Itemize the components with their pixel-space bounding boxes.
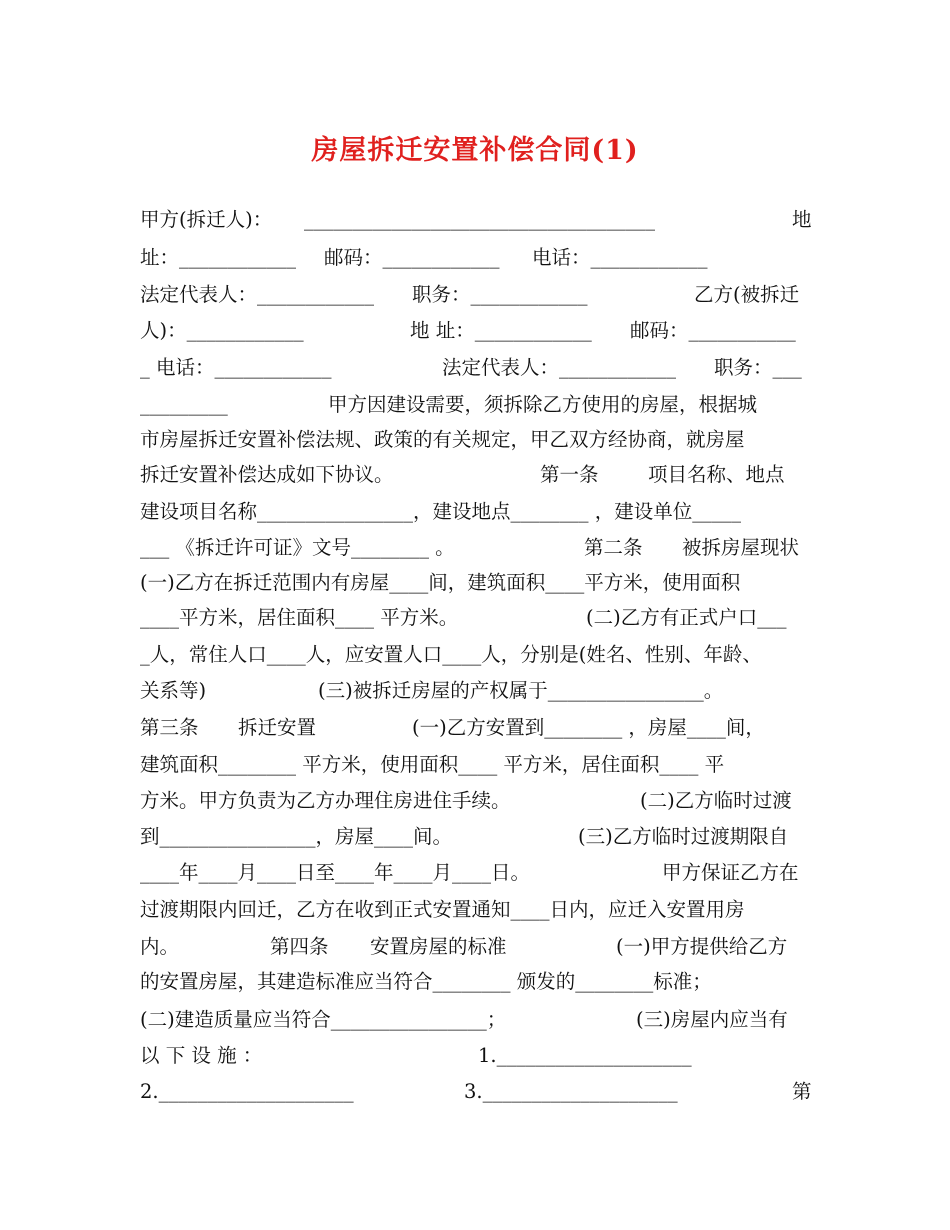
text-segment: 的安置房屋，其建造标准应当符合________ 颁发的________标准；	[140, 970, 712, 993]
text-segment: 到________________，房屋____间。	[140, 825, 453, 848]
article-title: 项目名称、地点	[648, 463, 785, 486]
text-segment: _人，常住人口____人，应安置人口____人，分别是(姓名、性别、年龄、	[140, 643, 762, 666]
text-line	[140, 243, 812, 273]
text-segment: (二)乙方临时过渡	[640, 789, 792, 812]
text-segment: 关系等)	[140, 679, 207, 702]
text-segment: (三)房屋内应当有	[636, 1008, 788, 1031]
text-line	[140, 316, 812, 346]
text-segment: 建设项目名称________________，建设地点________ ，建设单位_____	[140, 500, 741, 523]
article-heading: 第三条	[140, 716, 199, 739]
text-segment: ___ 《拆迁许可证》文号________ 。	[140, 536, 455, 559]
text-segment: _________	[140, 393, 228, 416]
text-segment: 甲方保证乙方在	[662, 861, 799, 884]
text-line	[140, 822, 812, 852]
address-field: 地 址：____________	[410, 319, 592, 342]
text-segment: 第	[792, 1080, 812, 1103]
address-field: 址：____________	[140, 246, 297, 269]
party-a-blank: ____________________________________	[304, 208, 655, 231]
text-segment: ____年____月____日至____年____月____日。	[140, 861, 531, 884]
article-heading: 第一条	[540, 463, 599, 486]
text-segment: 以 下 设 施 ：	[140, 1044, 263, 1067]
text-line	[140, 353, 812, 383]
phone-field: _ 电话：____________	[140, 356, 332, 379]
text-segment: 方米。甲方负责为乙方办理住房进住手续。	[140, 789, 511, 812]
article-title: 被拆房屋现状	[682, 536, 800, 559]
text-line	[140, 895, 812, 925]
position-field: 职务：____________	[412, 283, 588, 306]
phone-field: 电话：____________	[532, 246, 708, 269]
text-segment: 拆迁安置补偿达成如下协议。	[140, 463, 394, 486]
text-segment: 过渡期限内回迁，乙方在收到正式安置通知____日内，应迁入安置用房	[140, 898, 745, 921]
article-title: 安置房屋的标准	[370, 935, 507, 958]
text-line	[140, 460, 812, 490]
text-segment: (一)乙方在拆迁范围内有房屋____间，建筑面积____平方米，使用面积	[140, 571, 741, 594]
text-segment: (一)乙方安置到________ ，房屋____间，	[412, 716, 765, 739]
text-line	[140, 497, 812, 527]
postcode-field: 邮码：____________	[324, 246, 500, 269]
document-title: 房屋拆迁安置补偿合同(1)	[311, 135, 639, 166]
postcode-field: 邮码：___________	[630, 319, 796, 342]
text-line	[140, 425, 812, 455]
facility-item: 1.____________________	[478, 1044, 692, 1067]
text-line	[140, 967, 812, 997]
text-segment: 人)：____________	[140, 319, 304, 342]
text-line	[140, 640, 812, 670]
text-segment: (一)甲方提供给乙方	[616, 935, 788, 958]
text-segment: 内。	[140, 935, 180, 958]
party-b-label: 乙方(被拆迁	[694, 283, 800, 306]
party-a-label: 甲方(拆迁人)：	[140, 208, 273, 231]
text-line	[140, 568, 812, 598]
text-segment: (二)建造质量应当符合________________；	[140, 1008, 507, 1031]
facility-item: 2.____________________	[140, 1080, 354, 1103]
text-segment: 地	[792, 208, 812, 231]
legal-rep-field: 法定代表人：____________	[442, 356, 677, 379]
article-heading: 第二条	[584, 536, 643, 559]
text-segment: ____平方米，居住面积____ 平方米。	[140, 606, 459, 629]
text-line	[140, 280, 812, 310]
text-line	[140, 1077, 812, 1107]
text-segment: 建筑面积________ 平方米，使用面积____ 平方米，居住面积____ 平	[140, 753, 725, 776]
position-field: 职务：___	[714, 356, 802, 379]
text-line	[140, 533, 812, 563]
text-line	[140, 786, 812, 816]
legal-rep-field: 法定代表人：____________	[140, 283, 375, 306]
text-line	[140, 932, 812, 962]
text-line	[140, 1005, 812, 1035]
text-line	[140, 1041, 812, 1071]
text-line	[140, 390, 812, 420]
text-line	[140, 713, 812, 743]
article-title: 拆迁安置	[238, 716, 317, 739]
text-segment: (三)被拆迁房屋的产权属于________________。	[318, 679, 724, 702]
text-line	[140, 603, 812, 633]
text-line	[140, 858, 812, 888]
text-segment: 甲方因建设需要，须拆除乙方使用的房屋，根据城	[328, 393, 758, 416]
text-segment: (二)乙方有正式户口___	[586, 606, 787, 629]
article-heading: 第四条	[270, 935, 329, 958]
text-line	[140, 205, 812, 235]
text-line	[140, 750, 812, 780]
facility-item: 3.____________________	[464, 1080, 678, 1103]
text-segment: (三)乙方临时过渡期限自	[578, 825, 789, 848]
text-line	[140, 676, 812, 706]
text-segment: 市房屋拆迁安置补偿法规、政策的有关规定，甲乙双方经协商，就房屋	[140, 428, 745, 451]
